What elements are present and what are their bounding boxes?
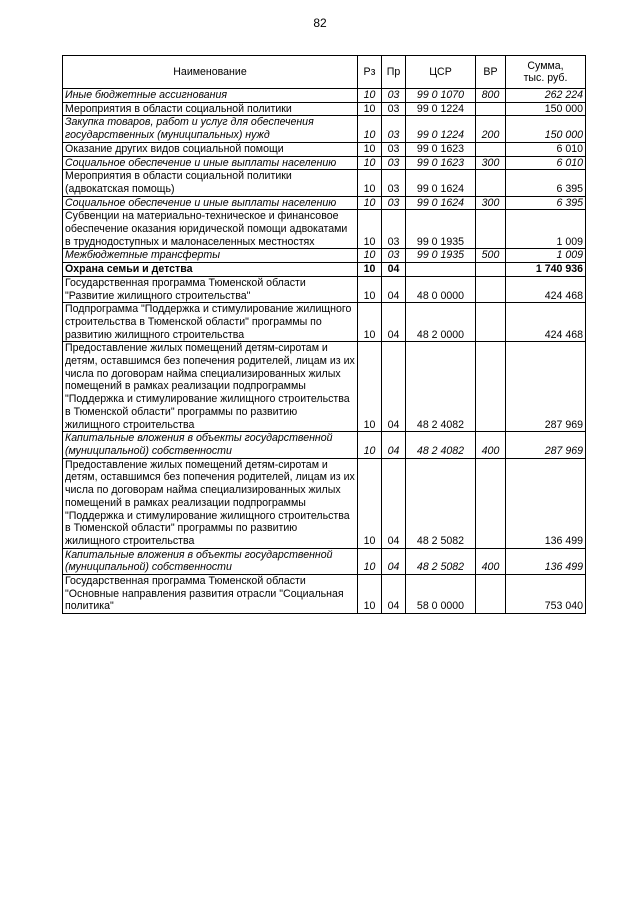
row-name: Предоставление жилых помещений детям-сиротам и детям, оставшимся без попечения родителей, лицам из их числа по договорам найма специализированных жилых помещений в рамках реализации подпрограммы "Поддержка и стимулирование жилищного строительства в Тюменской области" программы по развитию жилищного строительства <box>63 458 358 548</box>
table-row <box>63 432 586 458</box>
row-csr: 99 0 1623 <box>406 142 476 156</box>
header-pr: Пр <box>382 56 406 89</box>
row-sum: 424 468 <box>506 276 586 302</box>
row-name: Предоставление жилых помещений детям-сиротам и детям, оставшимся без попечения родителей, лицам из их числа по договорам найма специализированных жилых помещений в рамках реализации подпрограммы "Поддержка и стимулирование жилищного строительства в Тюменской области" программы по развитию жилищного строительства <box>63 342 358 432</box>
row-sum: 150 000 <box>506 116 586 142</box>
row-csr: 99 0 1224 <box>406 116 476 142</box>
row-vr <box>476 210 506 249</box>
row-vr: 300 <box>476 196 506 210</box>
table-row <box>63 196 586 210</box>
table-row <box>63 276 586 302</box>
row-name: Иные бюджетные ассигнования <box>63 89 358 103</box>
table-row <box>63 249 586 263</box>
row-vr: 400 <box>476 432 506 458</box>
row-name: Капитальные вложения в объекты государственной (муниципальной) собственности <box>63 432 358 458</box>
row-name: Государственная программа Тюменской области "Развитие жилищного строительства" <box>63 276 358 302</box>
row-name: Подпрограмма "Поддержка и стимулирование жилищного строительства в Тюменской области" программы по развитию жилищного строительства <box>63 303 358 342</box>
row-name: Государственная программа Тюменской области "Основные направления развития отрасли "Социальная политика" <box>63 575 358 614</box>
row-vr <box>476 263 506 277</box>
row-csr: 99 0 1070 <box>406 89 476 103</box>
row-vr: 500 <box>476 249 506 263</box>
row-name: Оказание других видов социальной помощи <box>63 142 358 156</box>
row-sum: 287 969 <box>506 432 586 458</box>
row-csr: 48 2 5082 <box>406 548 476 574</box>
row-rz: 10 <box>358 142 382 156</box>
row-vr <box>476 303 506 342</box>
table-row <box>63 116 586 142</box>
header-sum-line1: Сумма, <box>527 60 564 72</box>
row-rz: 10 <box>358 458 382 548</box>
row-rz: 10 <box>358 342 382 432</box>
row-rz: 10 <box>358 196 382 210</box>
row-vr <box>476 102 506 116</box>
row-csr <box>406 263 476 277</box>
row-csr: 48 2 4082 <box>406 432 476 458</box>
row-rz: 10 <box>358 210 382 249</box>
row-csr: 99 0 1623 <box>406 156 476 170</box>
row-csr: 99 0 1935 <box>406 249 476 263</box>
header-sum <box>506 56 586 89</box>
table-row <box>63 102 586 116</box>
row-csr: 48 2 5082 <box>406 458 476 548</box>
row-name: Мероприятия в области социальной политики (адвокатская помощь) <box>63 170 358 196</box>
row-rz: 10 <box>358 432 382 458</box>
row-vr <box>476 342 506 432</box>
table-row <box>63 156 586 170</box>
row-pr: 03 <box>382 170 406 196</box>
row-vr: 200 <box>476 116 506 142</box>
row-name: Охрана семьи и детства <box>63 263 358 277</box>
row-sum: 424 468 <box>506 303 586 342</box>
row-rz: 10 <box>358 575 382 614</box>
row-sum: 287 969 <box>506 342 586 432</box>
row-rz: 10 <box>358 548 382 574</box>
header-rz: Рз <box>358 56 382 89</box>
row-sum: 1 740 936 <box>506 263 586 277</box>
header-name: Наименование <box>63 56 358 89</box>
row-sum: 1 009 <box>506 210 586 249</box>
row-sum: 150 000 <box>506 102 586 116</box>
row-vr: 400 <box>476 548 506 574</box>
row-sum: 262 224 <box>506 89 586 103</box>
table-row <box>63 303 586 342</box>
row-name: Закупка товаров, работ и услуг для обеспечения государственных (муниципальных) нужд <box>63 116 358 142</box>
row-csr: 99 0 1935 <box>406 210 476 249</box>
row-csr: 58 0 0000 <box>406 575 476 614</box>
row-rz: 10 <box>358 89 382 103</box>
row-pr: 03 <box>382 142 406 156</box>
header-vr: ВР <box>476 56 506 89</box>
budget-table <box>62 55 586 614</box>
row-name: Социальное обеспечение и иные выплаты населению <box>63 156 358 170</box>
row-pr: 04 <box>382 575 406 614</box>
header-sum-line2: тыс. руб. <box>523 72 568 84</box>
row-sum: 6 395 <box>506 196 586 210</box>
row-pr: 03 <box>382 156 406 170</box>
row-rz: 10 <box>358 303 382 342</box>
table-row <box>63 142 586 156</box>
row-csr: 48 2 4082 <box>406 342 476 432</box>
table-row <box>63 548 586 574</box>
row-vr <box>476 276 506 302</box>
table-row <box>63 210 586 249</box>
row-sum: 753 040 <box>506 575 586 614</box>
row-pr: 04 <box>382 548 406 574</box>
row-rz: 10 <box>358 156 382 170</box>
row-csr: 99 0 1624 <box>406 170 476 196</box>
row-vr <box>476 575 506 614</box>
row-csr: 99 0 1224 <box>406 102 476 116</box>
row-sum: 136 499 <box>506 548 586 574</box>
row-rz: 10 <box>358 170 382 196</box>
row-pr: 03 <box>382 196 406 210</box>
table-row <box>63 458 586 548</box>
row-pr: 03 <box>382 102 406 116</box>
row-sum: 6 010 <box>506 142 586 156</box>
header-csr: ЦСР <box>406 56 476 89</box>
row-vr: 800 <box>476 89 506 103</box>
row-name: Капитальные вложения в объекты государственной (муниципальной) собственности <box>63 548 358 574</box>
row-pr: 03 <box>382 89 406 103</box>
row-vr: 300 <box>476 156 506 170</box>
row-pr: 04 <box>382 432 406 458</box>
row-sum: 6 395 <box>506 170 586 196</box>
row-pr: 04 <box>382 458 406 548</box>
row-sum: 6 010 <box>506 156 586 170</box>
row-csr: 48 2 0000 <box>406 303 476 342</box>
row-sum: 1 009 <box>506 249 586 263</box>
row-name: Мероприятия в области социальной политики <box>63 102 358 116</box>
row-vr <box>476 142 506 156</box>
row-pr: 03 <box>382 249 406 263</box>
row-rz: 10 <box>358 263 382 277</box>
row-pr: 04 <box>382 263 406 277</box>
page-number: 82 <box>313 16 327 30</box>
row-name: Межбюджетные трансферты <box>63 249 358 263</box>
row-rz: 10 <box>358 276 382 302</box>
row-pr: 04 <box>382 342 406 432</box>
row-pr: 04 <box>382 303 406 342</box>
table-row <box>63 575 586 614</box>
row-pr: 03 <box>382 210 406 249</box>
row-csr: 99 0 1624 <box>406 196 476 210</box>
row-pr: 04 <box>382 276 406 302</box>
row-rz: 10 <box>358 116 382 142</box>
row-pr: 03 <box>382 116 406 142</box>
table-header-row <box>63 56 586 89</box>
row-rz: 10 <box>358 102 382 116</box>
row-vr <box>476 458 506 548</box>
table-row <box>63 342 586 432</box>
row-name: Социальное обеспечение и иные выплаты населению <box>63 196 358 210</box>
table-row <box>63 263 586 277</box>
row-name: Субвенции на материально-техническое и финансовое обеспечение оказания юридической помощи адвокатами в труднодоступных и малонаселенных местностях <box>63 210 358 249</box>
row-vr <box>476 170 506 196</box>
table-row <box>63 170 586 196</box>
row-sum: 136 499 <box>506 458 586 548</box>
row-csr: 48 0 0000 <box>406 276 476 302</box>
row-rz: 10 <box>358 249 382 263</box>
table-row <box>63 89 586 103</box>
